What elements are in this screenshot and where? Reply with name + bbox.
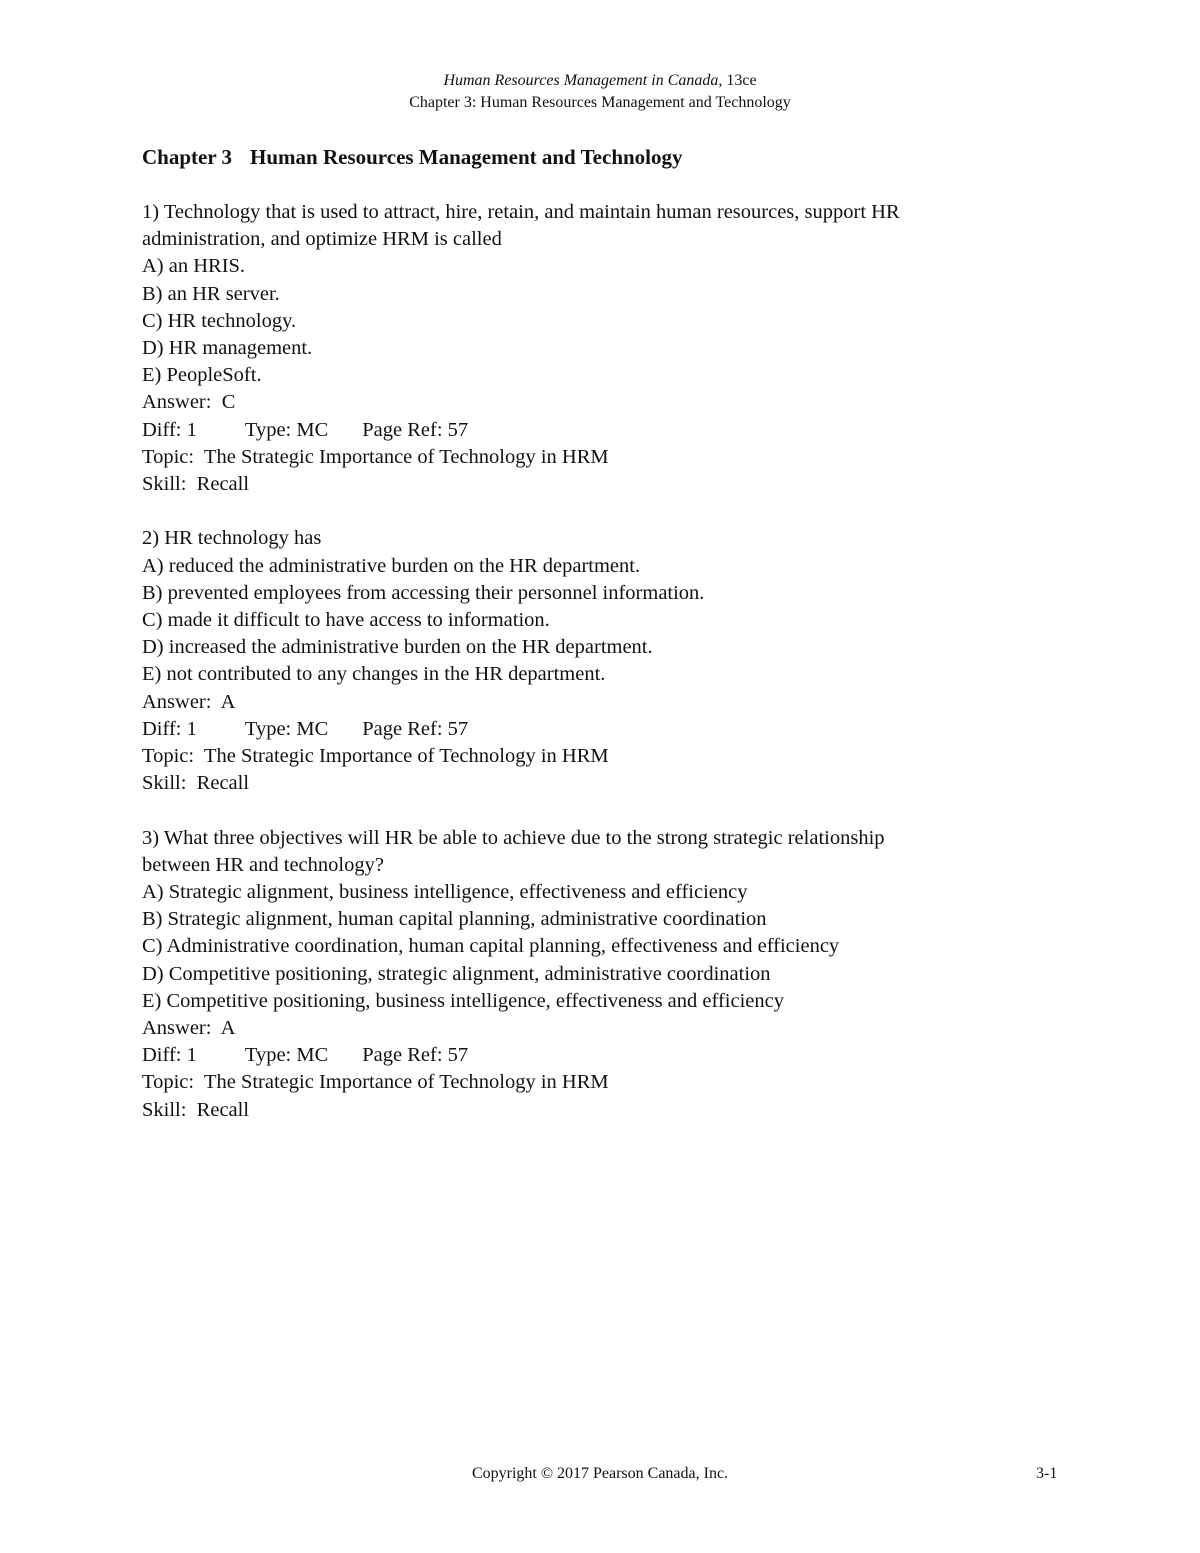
- chapter-subtitle: Chapter 3: Human Resources Management and Technology: [409, 94, 791, 111]
- question-meta: [142, 417, 1042, 444]
- question-skill: Skill: Recall: [142, 772, 250, 795]
- question-1: [142, 199, 1042, 498]
- question-2: [142, 525, 1042, 797]
- answer-option: C) made it difficult to have access to information.: [142, 609, 550, 632]
- book-title-line: [0, 70, 1200, 92]
- book-edition: 13ce: [722, 72, 757, 89]
- question-meta: [142, 716, 1042, 743]
- answer-option: D) increased the administrative burden on the HR department.: [142, 636, 653, 659]
- difficulty: Diff: 1: [142, 1044, 197, 1067]
- answer-option: D) HR management.: [142, 337, 313, 360]
- correct-answer: Answer: A: [142, 690, 236, 713]
- answer-option: E) Competitive positioning, business intelligence, effectiveness and efficiency: [142, 989, 784, 1012]
- answer-option: A) an HRIS.: [142, 255, 246, 278]
- difficulty: Diff: 1: [142, 717, 197, 740]
- question-skill: Skill: Recall: [142, 1098, 250, 1121]
- question-type: Type: MC: [244, 418, 329, 441]
- page-reference: Page Ref: 57: [362, 717, 469, 740]
- chapter-number: Chapter 3: [142, 145, 233, 169]
- answer-option: A) Strategic alignment, business intelligence, effectiveness and efficiency: [142, 881, 748, 904]
- correct-answer: Answer: C: [142, 391, 236, 414]
- answer-option: B) an HR server.: [142, 282, 280, 305]
- question-topic: Topic: The Strategic Importance of Technology in HRM: [142, 1071, 609, 1094]
- main-content: [142, 142, 1042, 1151]
- question-type: Type: MC: [244, 717, 329, 740]
- page-number: 3-1: [1036, 1465, 1058, 1482]
- answer-option: C) HR technology.: [142, 309, 297, 332]
- question-type: Type: MC: [244, 1044, 329, 1067]
- difficulty: Diff: 1: [142, 418, 197, 441]
- answer-option: E) not contributed to any changes in the HR department.: [142, 663, 606, 686]
- copyright-notice: Copyright © 2017 Pearson Canada, Inc.: [471, 1465, 729, 1482]
- page-reference: Page Ref: 57: [362, 1044, 469, 1067]
- chapter-heading: [142, 142, 1042, 172]
- answer-option: E) PeopleSoft.: [142, 364, 262, 387]
- question-stem-line: administration, and optimize HRM is called: [142, 228, 502, 251]
- question-meta: [142, 1042, 1042, 1069]
- chapter-title: Human Resources Management and Technology: [250, 145, 683, 169]
- question-skill: Skill: Recall: [142, 473, 250, 496]
- question-topic: Topic: The Strategic Importance of Technology in HRM: [142, 445, 609, 468]
- running-header: [0, 70, 1200, 114]
- answer-option: B) Strategic alignment, human capital planning, administrative coordination: [142, 908, 767, 931]
- question-stem-line: 2) HR technology has: [142, 527, 322, 550]
- answer-option: D) Competitive positioning, strategic alignment, administrative coordination: [142, 962, 771, 985]
- question-3: [142, 825, 1042, 1124]
- answer-option: A) reduced the administrative burden on the HR department.: [142, 554, 641, 577]
- question-stem-line: 1) Technology that is used to attract, hire, retain, and maintain human resources, support HR: [142, 201, 900, 223]
- question-topic: Topic: The Strategic Importance of Technology in HRM: [142, 745, 609, 768]
- question-stem-line: between HR and technology?: [142, 853, 384, 876]
- book-title: Human Resources Management in Canada,: [443, 72, 723, 89]
- page-reference: Page Ref: 57: [362, 418, 469, 441]
- answer-option: C) Administrative coordination, human capital planning, effectiveness and efficiency: [142, 935, 840, 958]
- correct-answer: Answer: A: [142, 1017, 236, 1040]
- question-stem-line: 3) What three objectives will HR be able to achieve due to the strong strategic relationship: [142, 826, 885, 849]
- answer-option: B) prevented employees from accessing their personnel information.: [142, 581, 705, 604]
